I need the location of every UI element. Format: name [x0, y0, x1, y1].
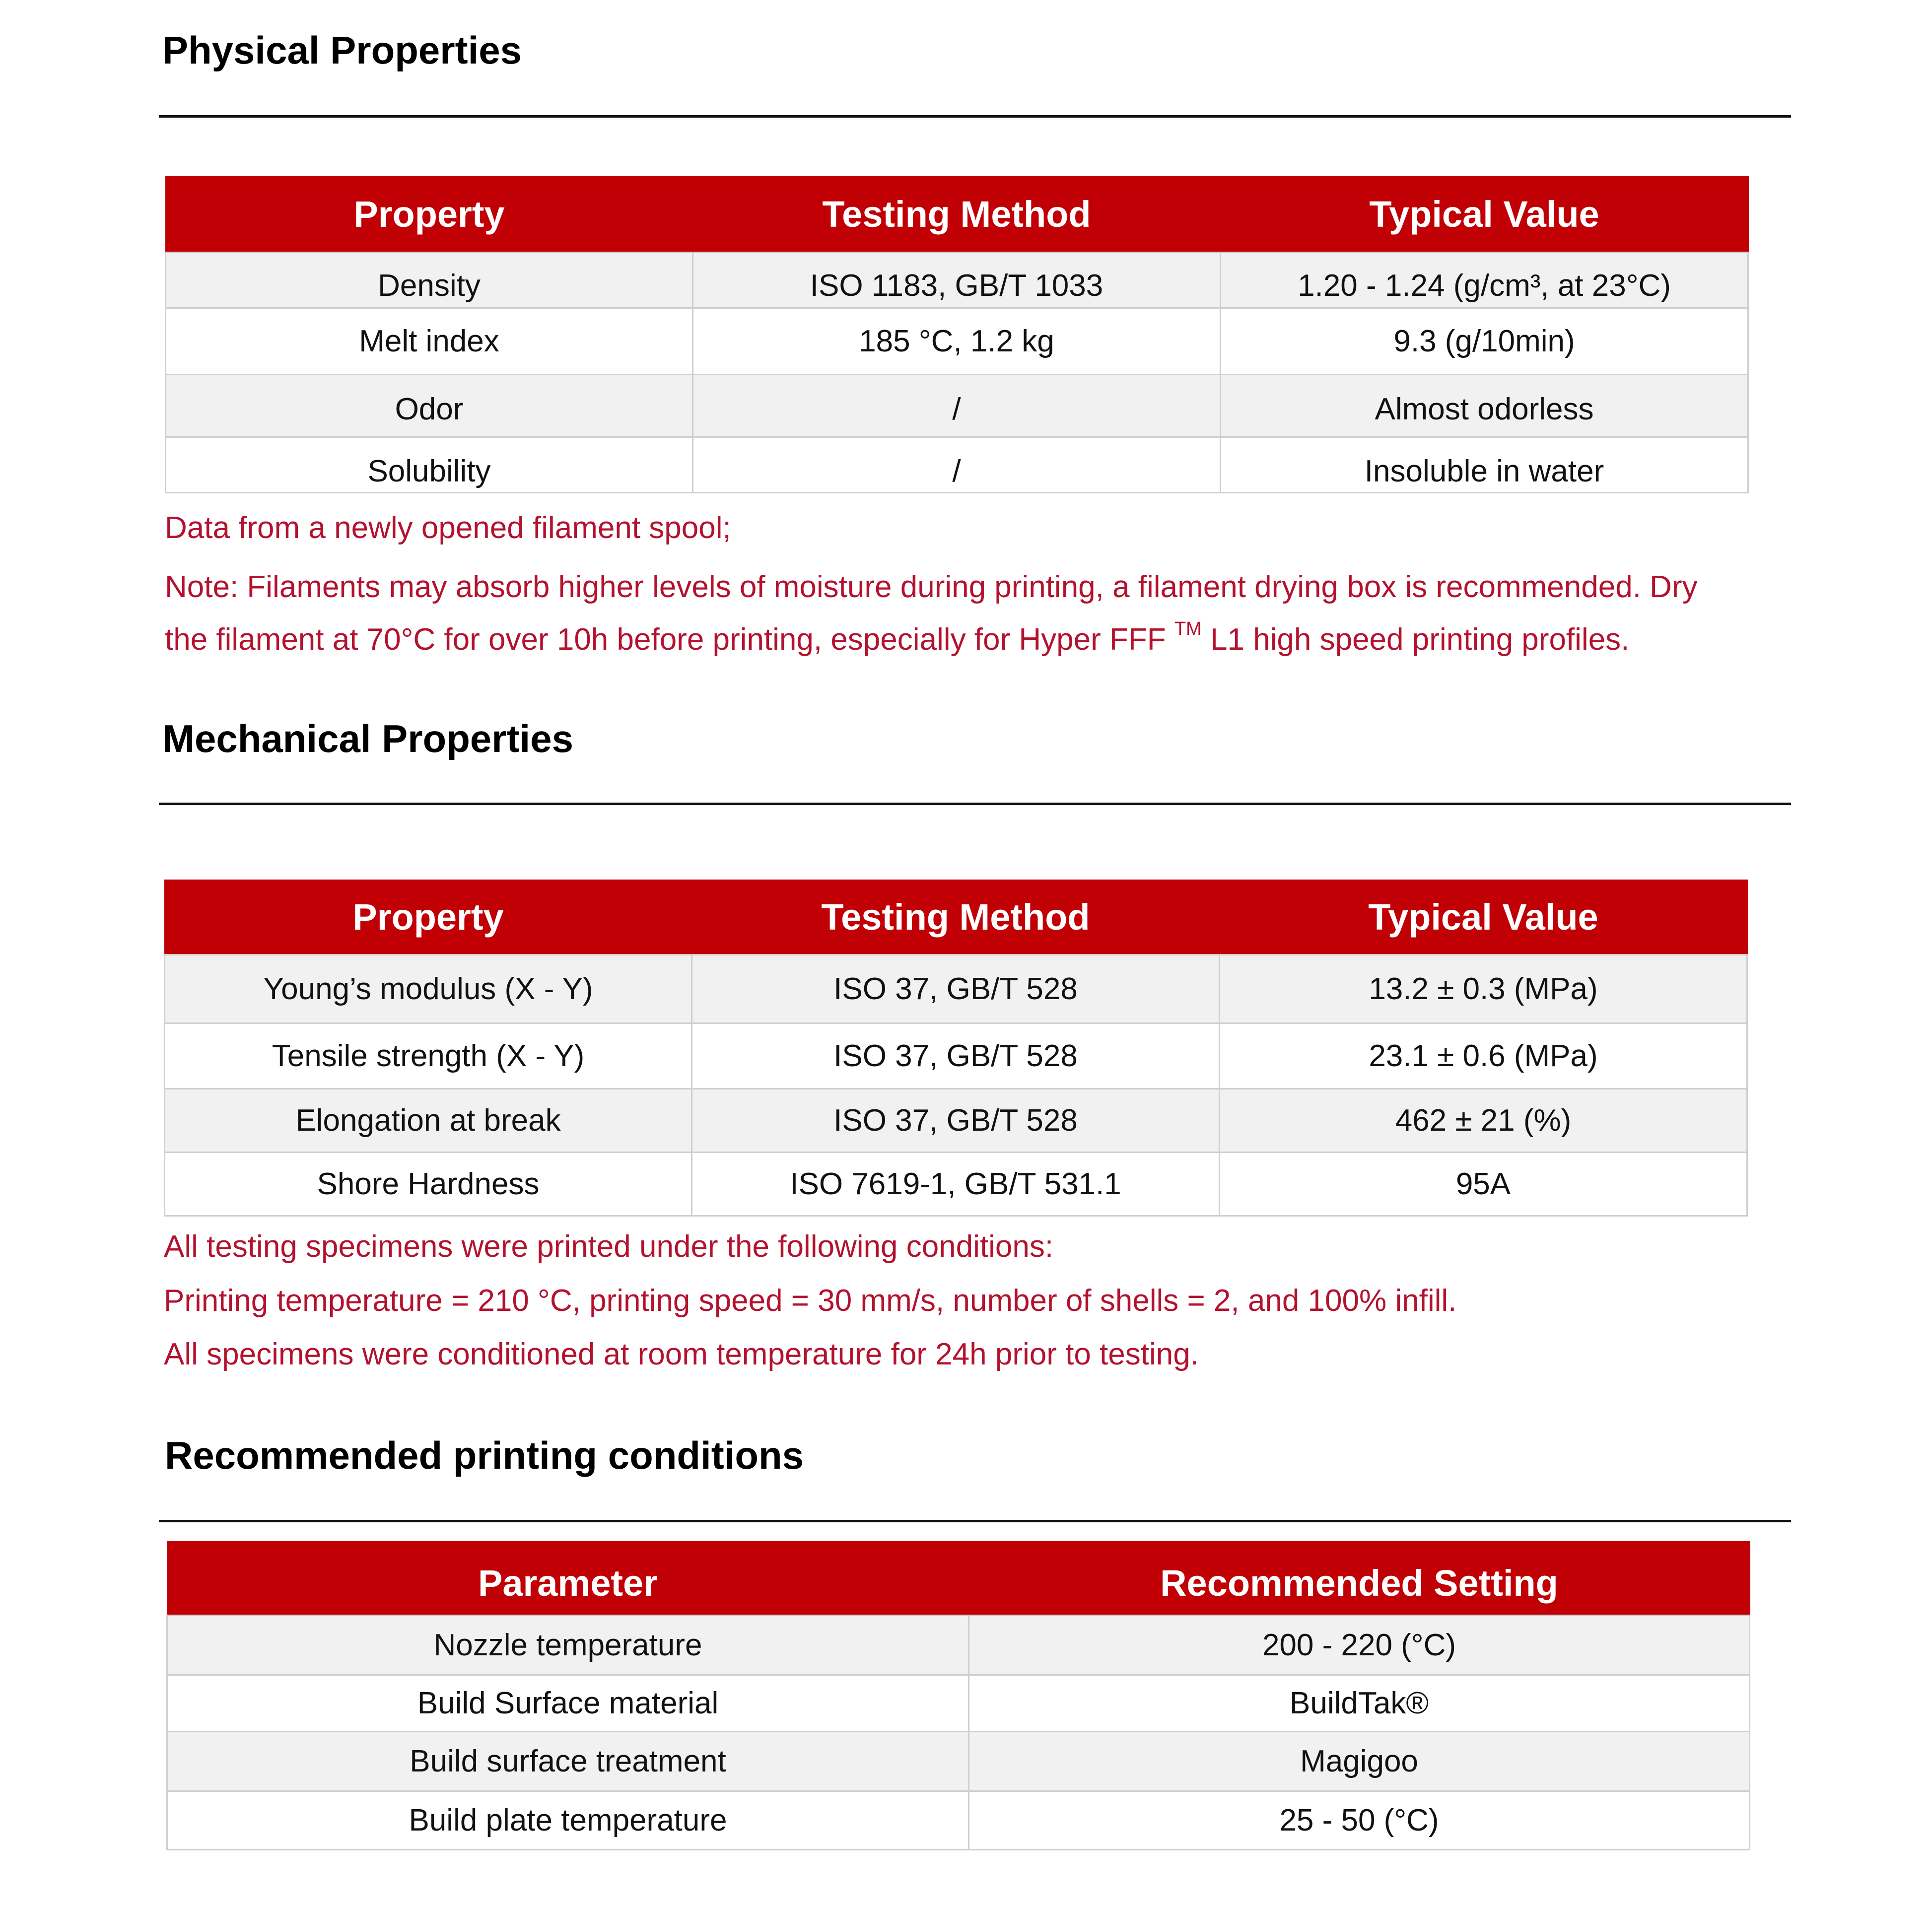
table-row	[165, 1023, 1747, 1089]
physical-divider	[159, 115, 1791, 118]
table-header-row	[167, 1542, 1750, 1615]
cell-property: Tensile strength (X - Y)	[165, 1023, 692, 1089]
cell-method: ISO 37, GB/T 528	[692, 954, 1220, 1023]
cell-parameter: Build Surface material	[167, 1675, 969, 1731]
cell-method: ISO 7619-1, GB/T 531.1	[692, 1152, 1220, 1216]
cell-value: 1.20 - 1.24 (g/cm³, at 23°C)	[1221, 252, 1748, 308]
mechanical-properties-table	[164, 880, 1748, 1217]
cell-property: Odor	[166, 374, 693, 437]
note-text: the filament at 70°C for over 10h before printing, especially for Hyper FFF	[165, 622, 1166, 657]
table-row	[167, 1675, 1750, 1731]
table-row	[167, 1791, 1750, 1849]
cell-value: 23.1 ± 0.6 (MPa)	[1220, 1023, 1747, 1089]
cell-property: Density	[166, 252, 693, 308]
physical-note-moisture-line2	[165, 619, 1629, 655]
cell-setting: BuildTak®	[969, 1675, 1750, 1731]
cell-property: Shore Hardness	[165, 1152, 692, 1216]
cell-parameter: Nozzle temperature	[167, 1615, 969, 1675]
table-row	[166, 308, 1748, 374]
note-text: L1 high speed printing profiles.	[1210, 622, 1630, 657]
cell-method: ISO 37, GB/T 528	[692, 1089, 1220, 1152]
header-testing-method: Testing Method	[693, 177, 1221, 252]
cell-method: ISO 37, GB/T 528	[692, 1023, 1220, 1089]
table-header-row	[166, 177, 1748, 252]
table-row	[165, 1152, 1747, 1216]
mechanical-divider	[159, 803, 1791, 805]
cell-method: /	[693, 437, 1221, 492]
cell-property: Young’s modulus (X - Y)	[165, 954, 692, 1023]
table-row	[165, 1089, 1747, 1152]
cell-parameter: Build plate temperature	[167, 1791, 969, 1849]
physical-note-moisture-line1: Note: Filaments may absorb higher levels of moisture during printing, a filament drying box is recommended. Dry	[165, 570, 1698, 604]
table-row	[167, 1731, 1750, 1791]
cell-method: 185 °C, 1.2 kg	[693, 308, 1221, 374]
header-typical-value: Typical Value	[1220, 880, 1747, 954]
mechanical-note-print-settings: Printing temperature = 210 °C, printing speed = 30 mm/s, number of shells = 2, and 100% infill.	[164, 1284, 1457, 1318]
header-parameter: Parameter	[167, 1542, 969, 1615]
mechanical-note-conditions: All testing specimens were printed under the following conditions:	[164, 1229, 1054, 1264]
cell-property: Melt index	[166, 308, 693, 374]
header-property: Property	[166, 177, 693, 252]
cell-value: Insoluble in water	[1221, 437, 1748, 492]
cell-setting: 200 - 220 (°C)	[969, 1615, 1750, 1675]
cell-value: 9.3 (g/10min)	[1221, 308, 1748, 374]
cell-setting: Magigoo	[969, 1731, 1750, 1791]
table-row	[166, 374, 1748, 437]
cell-value: 13.2 ± 0.3 (MPa)	[1220, 954, 1747, 1023]
table-row	[165, 954, 1747, 1023]
physical-note-spool: Data from a newly opened filament spool;	[165, 511, 731, 545]
header-typical-value: Typical Value	[1221, 177, 1748, 252]
trademark-mark: TM	[1174, 618, 1202, 639]
header-testing-method: Testing Method	[692, 880, 1220, 954]
cell-value: Almost odorless	[1221, 374, 1748, 437]
cell-value: 462 ± 21 (%)	[1220, 1089, 1747, 1152]
table-row	[166, 437, 1748, 492]
cell-method: ISO 1183, GB/T 1033	[693, 252, 1221, 308]
mechanical-section-title: Mechanical Properties	[162, 717, 573, 760]
cell-property: Elongation at break	[165, 1089, 692, 1152]
cell-method: /	[693, 374, 1221, 437]
cell-value: 95A	[1220, 1152, 1747, 1216]
printing-section-title: Recommended printing conditions	[165, 1433, 804, 1477]
printing-conditions-table	[166, 1541, 1750, 1850]
header-property: Property	[165, 880, 692, 954]
header-recommended-setting: Recommended Setting	[969, 1542, 1750, 1615]
cell-parameter: Build surface treatment	[167, 1731, 969, 1791]
physical-properties-table	[165, 176, 1749, 493]
table-row	[167, 1615, 1750, 1675]
printing-divider	[159, 1520, 1791, 1522]
table-row	[166, 252, 1748, 308]
table-header-row	[165, 880, 1747, 954]
cell-setting: 25 - 50 (°C)	[969, 1791, 1750, 1849]
mechanical-note-conditioning: All specimens were conditioned at room temperature for 24h prior to testing.	[164, 1337, 1199, 1371]
cell-property: Solubility	[166, 437, 693, 492]
physical-section-title: Physical Properties	[162, 28, 522, 72]
